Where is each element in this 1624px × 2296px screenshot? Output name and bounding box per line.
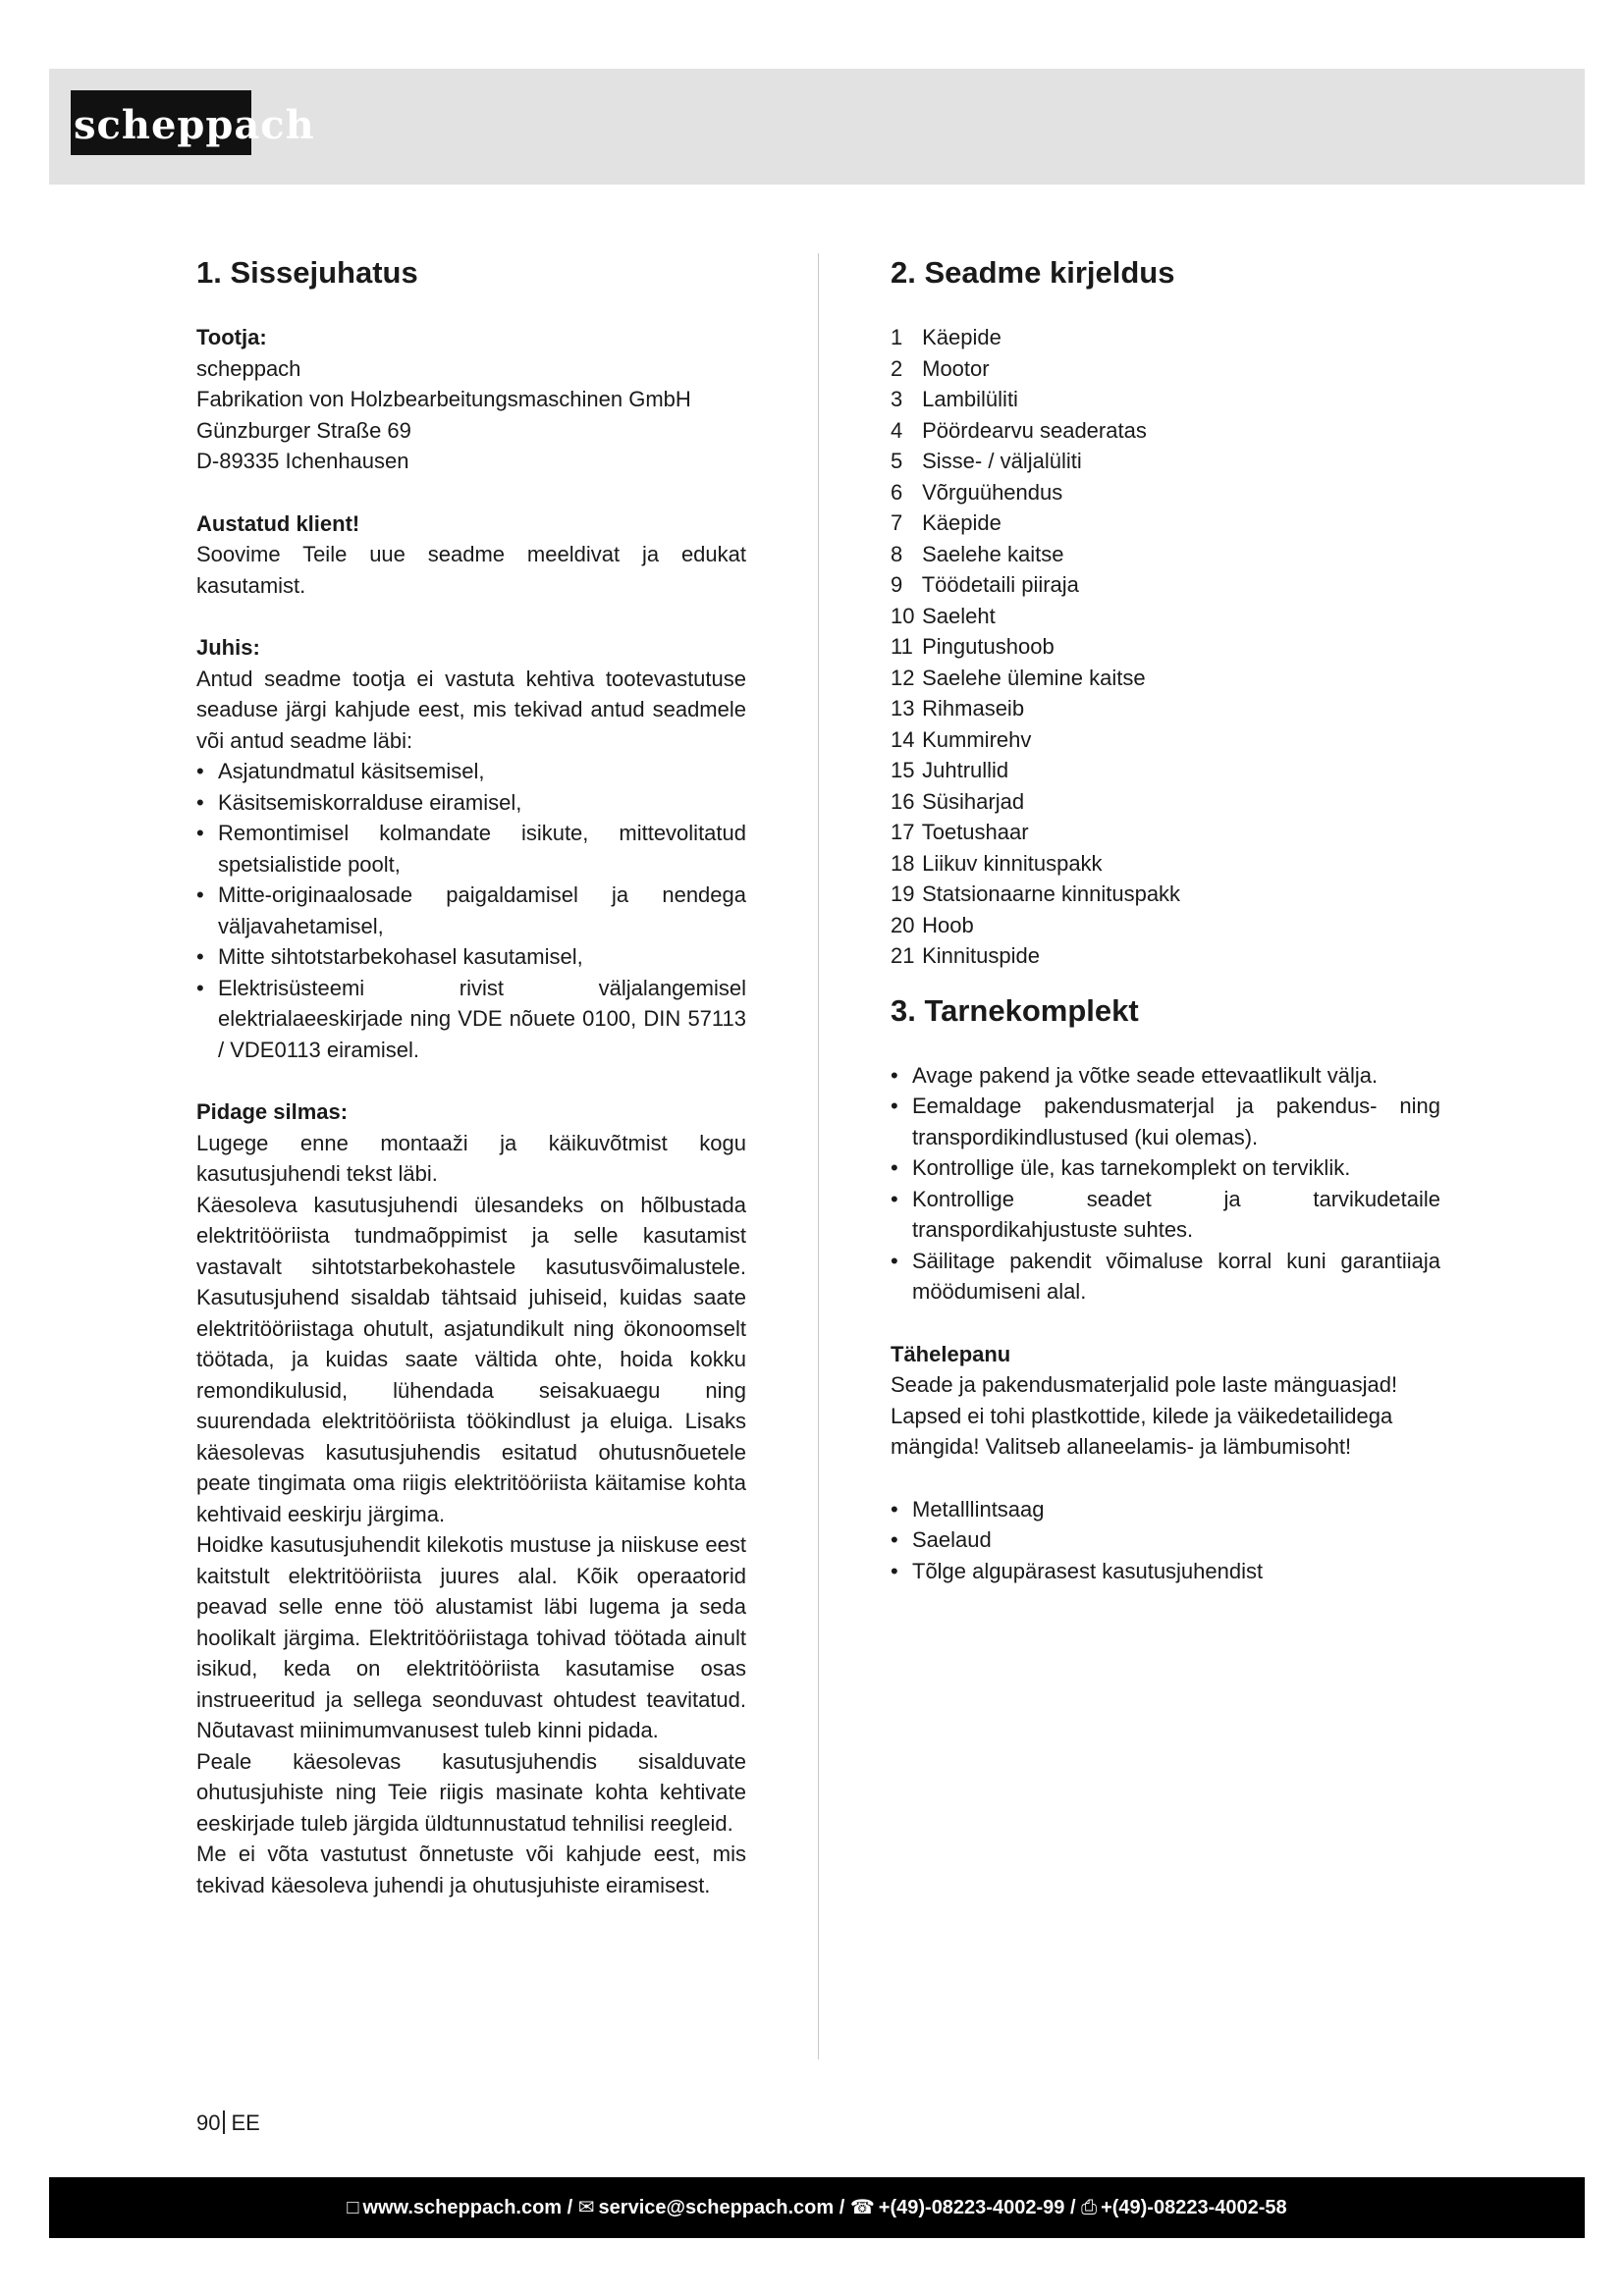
list-item: • Kontrollige seadet ja tarvikudetaile transpordikahjustuste suhtes. (891, 1184, 1440, 1246)
part-item (891, 569, 1440, 601)
website-link[interactable]: www.scheppach.com (362, 2197, 563, 2218)
list-item: • Asjatundmatul käsitsemisel, (196, 756, 746, 787)
manufacturer-label: Tootja: (196, 325, 267, 349)
part-number: 16 (891, 788, 915, 814)
fax-icon: ⎙ (1081, 2197, 1098, 2218)
part-item (891, 322, 1440, 353)
dear-customer-label: Austatud klient! (196, 510, 360, 536)
parts-list (891, 322, 1440, 972)
attention-label: Pidage silmas: (196, 1099, 349, 1124)
mail-icon: ✉ (577, 2197, 595, 2218)
part-number: 11 (891, 634, 913, 659)
list-item: • Avage pakend ja võtke seade ettevaatlikult välja. (891, 1060, 1440, 1092)
part-number: 8 (891, 541, 903, 566)
header-band (49, 69, 1585, 185)
list-item: • Mitte sihtotstarbekohasel kasutamisel, (196, 941, 746, 973)
list-item: • Saelaud (891, 1524, 1440, 1556)
language-code: EE (231, 2110, 260, 2135)
part-item (891, 446, 1440, 477)
unpacking-steps (891, 1060, 1440, 1308)
part-number: 6 (891, 479, 903, 505)
part-number: 1 (891, 325, 903, 349)
scheppach-logo: scheppach (71, 90, 251, 155)
list-item: • Säilitage pakendit võimaluse korral kuni garantiiaja möödumiseni alal. (891, 1246, 1440, 1308)
part-number: 14 (891, 726, 915, 752)
part-name: Toetushaar (921, 820, 1029, 844)
part-name: Mootor (922, 355, 990, 381)
part-number: 21 (891, 943, 915, 968)
attention-paragraph: Käesoleva kasutusjuhendi ülesandeks on hõlbustada elektritööriista tundmaõppimist ja selle kasutamist vastavalt sihtotstarbekohastele kasutusvõimalustele. Kasutusjuhend sisaldab tähtsaid juhiseid, kuidas saate elektritööriistaga ohutult, asjatundikult ning ökonoomselt töötada, ja kuidas saate vältida ohte, hoida kokku remondikulusid, lühendada seisakuaegu ning suurendada elektritööriista töökindlust ja eluiga. Lisaks käesolevas kasutusjuhendis esitatud ohutusnõuetele peate tingimata oma riigis elektritööriista käitamise kohta kehtivaid eeskirju järgima. (196, 1192, 746, 1526)
part-name: Süsiharjad (922, 788, 1025, 814)
part-name: Pingutushoob (922, 634, 1055, 659)
part-item (891, 631, 1440, 663)
attention-paragraph: Hoidke kasutusjuhendit kilekotis mustuse ja niiskuse eest kaitstult elektritööriista juures alal. Kõik operaatorid peavad selle enne töö alustamist läbi lugema ja seda hoolikalt järgima. Elektritööriistaga tohivad töötada ainult isikud, keda on elektritööriista kasutamise osas instrueeritud ja sellega seonduvast ohtudest teavitatud. Nõutavast miinimumvanusest tuleb kinni pidada. (196, 1532, 746, 1742)
fax-number: +(49)-08223-4002-58 (1101, 2197, 1287, 2218)
part-number: 2 (891, 355, 903, 381)
part-name: Võrguühendus (922, 479, 1063, 505)
part-item (891, 724, 1440, 756)
part-number: 3 (891, 387, 903, 411)
right-column (891, 243, 1440, 1586)
part-name: Pöördearvu seaderatas (922, 417, 1147, 443)
part-item (891, 910, 1440, 941)
part-number: 12 (891, 665, 915, 690)
column-divider (818, 253, 819, 2059)
part-item (891, 755, 1440, 786)
part-name: Töödetaili piiraja (921, 572, 1079, 597)
note-text: Antud seadme tootja ei vastuta kehtiva tootevastutuse seaduse järgi kahjude eest, mis tekivad antud seadmele või antud seadme läbi: (196, 666, 746, 753)
part-name: Juhtrullid (922, 758, 1009, 782)
list-item: • Eemaldage pakendusmaterjal ja pakendus- ning transpordikindlustused (kui olemas). (891, 1091, 1440, 1152)
attention-paragraph: Me ei võta vastutust õnnetuste või kahjude eest, mis tekivad käesoleva juhendi ja ohutusjuhiste eiramisest. (196, 1842, 746, 1897)
part-item (891, 507, 1440, 539)
delivery-contents (891, 1494, 1440, 1587)
part-name: Käepide (922, 510, 1001, 535)
part-number: 4 (891, 417, 903, 443)
part-item (891, 663, 1440, 694)
part-name: Kummirehv (922, 726, 1032, 752)
part-item (891, 539, 1440, 570)
part-name: Saelehe ülemine kaitse (922, 665, 1146, 690)
part-item (891, 848, 1440, 880)
left-column (196, 243, 746, 1900)
list-item: • Remontimisel kolmandate isikute, mittevolitatud spetsialistide poolt, (196, 818, 746, 880)
page-footer (196, 2110, 260, 2136)
part-item (891, 786, 1440, 818)
manufacturer-line: Günzburger Straße 69 (196, 417, 411, 443)
part-number: 9 (891, 572, 903, 597)
part-name: Statsionaarne kinnituspakk (922, 881, 1181, 906)
contact-bar: □ www.scheppach.com / ✉ service@scheppach.com / ☎ +(49)-08223-4002-99 / ⎙ +(49)-08223-4002-58 (49, 2177, 1585, 2238)
page-number: 90 (196, 2110, 221, 2135)
part-name: Rihmaseib (922, 696, 1025, 721)
list-item: • Mitte-originaalosade paigaldamisel ja nendega väljavahetamisel, (196, 880, 746, 941)
part-item (891, 879, 1440, 910)
attention-paragraph: Peale käesolevas kasutusjuhendis sisalduvate ohutusjuhiste ning Teie riigis masinate kohta kehtivate eeskirjade tuleb järgida üldtunnustatud tehnilisi reegleid. (196, 1748, 746, 1836)
manufacturer-line: Fabrikation von Holzbearbeitungsmaschinen GmbH (196, 387, 691, 411)
note-label: Juhis: (196, 635, 260, 660)
phone-number: +(49)-08223-4002-99 (878, 2197, 1065, 2218)
list-item: • Kontrollige üle, kas tarnekomplekt on terviklik. (891, 1152, 1440, 1184)
part-number: 17 (891, 820, 915, 844)
section-2-title: 2. Seadme kirjeldus (891, 255, 1175, 290)
part-item (891, 384, 1440, 415)
monitor-icon: □ (347, 2197, 359, 2218)
part-name: Sisse- / väljalüliti (922, 449, 1082, 473)
caution-label: Tähelepanu (891, 1341, 1011, 1366)
part-name: Saeleht (922, 603, 996, 628)
list-item: • Käsitsemiskorralduse eiramisel, (196, 787, 746, 819)
part-item (891, 415, 1440, 447)
email-link[interactable]: service@scheppach.com (598, 2197, 835, 2218)
part-item (891, 353, 1440, 385)
part-name: Lambilüliti (922, 387, 1018, 411)
part-number: 10 (891, 603, 915, 628)
list-item: • Tõlge algupärasest kasutusjuhendist (891, 1556, 1440, 1587)
part-name: Käepide (922, 325, 1001, 349)
part-item (891, 817, 1440, 848)
part-number: 18 (891, 850, 915, 876)
dear-customer-text: Soovime Teile uue seadme meeldivat ja edukat kasutamist. (196, 542, 746, 598)
part-number: 13 (891, 696, 915, 721)
liability-list (196, 756, 746, 1065)
list-item: • Elektrisüsteemi rivist väljalangemisel elektrialaeeskirjade ning VDE nõuete 0100, DIN 57113 / VDE0113 eiramisel. (196, 973, 746, 1066)
section-1-title: 1. Sissejuhatus (196, 255, 418, 290)
phone-icon: ☎ (849, 2197, 875, 2218)
part-name: Hoob (922, 912, 974, 937)
part-number: 19 (891, 881, 915, 906)
part-item (891, 601, 1440, 632)
attention-paragraph: Lugege enne montaaži ja käikuvõtmist kogu kasutusjuhendi tekst läbi. (196, 1130, 746, 1186)
page-separator (223, 2110, 225, 2134)
manufacturer-line: D-89335 Ichenhausen (196, 449, 409, 473)
part-number: 20 (891, 912, 915, 937)
part-number: 7 (891, 510, 903, 535)
part-name: Kinnituspide (922, 943, 1040, 968)
list-item: • Metalllintsaag (891, 1494, 1440, 1525)
manufacturer-line: scheppach (196, 355, 301, 381)
part-number: 5 (891, 449, 903, 473)
part-item (891, 940, 1440, 972)
part-name: Saelehe kaitse (922, 541, 1064, 566)
section-3-title: 3. Tarnekomplekt (891, 992, 1139, 1028)
caution-text: Seade ja pakendusmaterjalid pole laste mänguasjad! Lapsed ei tohi plastkottide, kilede ja väikedetailidega mängida! Valitseb allaneelamis- ja lämbumisoht! (891, 1372, 1398, 1459)
part-name: Liikuv kinnituspakk (922, 850, 1103, 876)
part-item (891, 693, 1440, 724)
part-number: 15 (891, 758, 915, 782)
part-item (891, 477, 1440, 508)
